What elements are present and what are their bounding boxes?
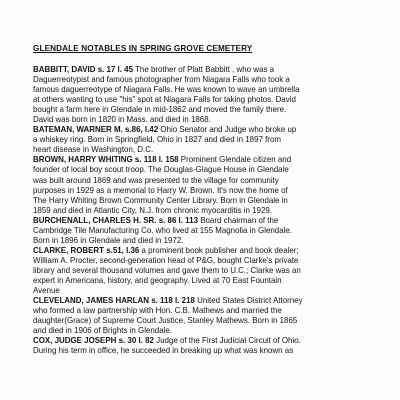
- entry-text-line: The Harry Whiting Brown Community Center Library. Born in Glendale in: [33, 195, 288, 205]
- entry-text-line: Avenue: [33, 286, 60, 296]
- entry-text-line: a prominent book publisher and book dealer;: [141, 245, 299, 255]
- entry-plot-reference: s. 17 l. 45: [97, 65, 133, 74]
- entry-text-line: who formed a law partnership with Hon. C.B. Mathews and married the: [33, 306, 282, 316]
- entry-first-line: [33, 216, 373, 226]
- entry-plot-reference: s. 118 l. 218: [151, 296, 195, 306]
- entry: [33, 155, 373, 215]
- entry-first-line: [33, 125, 373, 135]
- entry-text-line: at others wanting to use "his" spot at Niagara Falls for taking photos. David: [33, 95, 296, 105]
- entry-text-line: heart disease in Washington, D.C.: [33, 145, 154, 155]
- entry-text-line: The brother of Platt Babbitt , who was a: [135, 65, 275, 74]
- entry-plot-reference: s. 30 l. 82: [118, 336, 154, 346]
- entry-first-line: [33, 65, 373, 75]
- entry-plot-reference: s. 86 l. 113: [158, 215, 198, 225]
- entry: [33, 296, 373, 336]
- entry-text-line: Prominent Glendale citizen and: [180, 155, 292, 165]
- entry-text-line: David was born in 1820 in Mass. and died in 1868.: [33, 115, 211, 125]
- entry-text-line: bought a farm here in Glendale in mid-1862 and moved the family there.: [33, 105, 287, 115]
- entry-text-line: founder of local boy scout troop. The Douglas-Glague House in Glendale: [33, 165, 289, 175]
- entry: [33, 246, 373, 296]
- entry-text-line: Daguerreotypist and famous photographer from Niagara Falls who took a: [33, 75, 290, 85]
- entry-text-line: Born in 1896 in Glendale and died in 1972.: [33, 235, 184, 245]
- entry: [33, 216, 373, 246]
- entry-text-line: During his term in office, he succeeded in breaking up what was known as: [33, 346, 294, 356]
- entry-text-line: famous daguerreotype of Niagara Falls. He was known to wave an umbrella: [33, 85, 300, 95]
- entry-text-line: William A. Procter, second-generation head of P&G, bought Clarke's private: [33, 255, 299, 265]
- entries-list: [33, 65, 373, 356]
- entry-name: BURCHENALL, CHARLES H. SR.: [33, 215, 157, 225]
- entry-text-line: a whiskey ring. Born in Springfield, Ohio in 1827 and died in 1897 from: [33, 135, 281, 145]
- entry-name: CLEVELAND, JAMES HARLAN: [33, 296, 149, 306]
- entry-text-line: 1859 and died in Atlantic City, N.J. from chronic myocarditis in 1929.: [33, 205, 272, 215]
- entry-first-line: [33, 246, 373, 256]
- entry-plot-reference: s.51, l.36: [106, 245, 140, 255]
- entry: [33, 125, 373, 155]
- entry-text-line: Board chairman of the: [200, 215, 279, 225]
- entry-text-line: Judge of the First Judicial Circuit of Ohio.: [156, 336, 301, 346]
- entry-text-line: library and several thousand volumes and gave them to U.C.; Clarke was an: [33, 265, 301, 275]
- entry-name: CLARKE, ROBERT: [33, 245, 104, 255]
- entry-name: BATEMAN, WARNER M.: [33, 125, 123, 135]
- entry-text-line: expert in Americana, history, and geography. Lived at 70 East Fountain: [33, 275, 282, 285]
- entry-first-line: [33, 296, 373, 306]
- entry-text-line: was built around 1869 and was presented to the village for community: [33, 175, 279, 185]
- entry-name: COX, JUDGE JOSEPH: [33, 336, 117, 346]
- entry-text-line: daughter(Grace) of Supreme Court Justice, Stanley Mathews. Born in 1865: [33, 316, 298, 326]
- entry-text-line: Ohio Senator and Judge who broke up: [160, 125, 297, 135]
- entry-first-line: [33, 155, 373, 165]
- entry: [33, 65, 373, 125]
- entry-plot-reference: s.86, l.42: [125, 125, 159, 135]
- entry-text-line: purposes in 1929 as a memorial to Harry W. Brown. It's now the home of: [33, 185, 288, 195]
- entry-text-line: and died in 1906 of Brights in Glendale.: [33, 326, 173, 336]
- document-title: GLENDALE NOTABLES IN SPRING GROVE CEMETERY: [33, 44, 253, 53]
- entry: [33, 336, 373, 356]
- entry-text-line: United States District Attorney: [197, 296, 303, 306]
- entry-plot-reference: s. 118 l. 158: [134, 155, 179, 165]
- entry-name: BABBITT, DAVID: [33, 65, 96, 74]
- entry-first-line: [33, 336, 373, 346]
- entry-name: BROWN, HARRY WHITING: [33, 155, 133, 165]
- entry-text-line: Cambridge Tile Manufacturing Co. who lived at 155 Magnolia in Glendale.: [33, 225, 292, 235]
